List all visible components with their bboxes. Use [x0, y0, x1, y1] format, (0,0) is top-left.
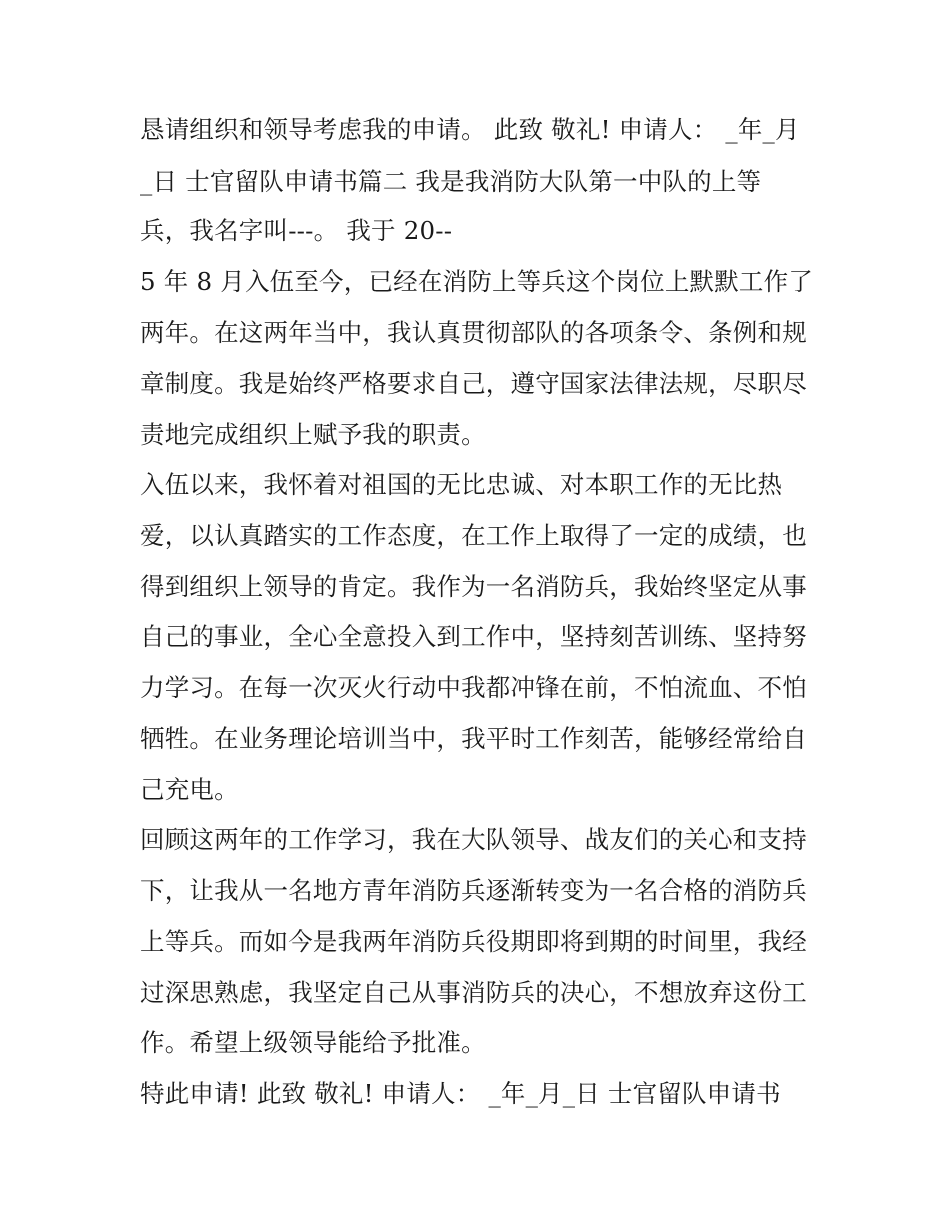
text-line-3: 兵，我名字叫---。 我于 20--: [140, 216, 453, 245]
text-line-1: 恳请组织和领导考虑我的申请。 此致 敬礼! 申请人： _年_月: [140, 115, 800, 144]
text-line-6: 章制度。我是始终严格要求自己，遵守国家法律法规，尽职尽: [140, 369, 807, 398]
text-line-17: 上等兵。而如今是我两年消防兵役期即将到期的时间里，我经: [140, 927, 807, 956]
text-line-8: 入伍以来，我怀着对祖国的无比忠诚、对本职工作的无比热: [140, 470, 783, 499]
text-line-16: 下，让我从一名地方青年消防兵逐渐转变为一名合格的消防兵: [140, 876, 807, 905]
text-line-9: 爱，以认真踏实的工作态度，在工作上取得了一定的成绩，也: [140, 521, 807, 550]
text-line-5: 两年。在这两年当中，我认真贯彻部队的各项条令、条例和规: [140, 318, 807, 347]
text-line-10: 得到组织上领导的肯定。我作为一名消防兵，我始终坚定从事: [140, 572, 807, 601]
text-line-12: 力学习。在每一次灭火行动中我都冲锋在前，不怕流血、不怕: [140, 673, 807, 702]
text-line-13: 牺牲。在业务理论培训当中，我平时工作刻苦，能够经常给自: [140, 724, 807, 753]
text-line-11: 自己的事业，全心全意投入到工作中，坚持刻苦训练、坚持努: [140, 622, 807, 651]
text-line-19: 作。希望上级领导能给予批准。: [140, 1028, 486, 1057]
text-line-15: 回顾这两年的工作学习，我在大队领导、战友们的关心和支持: [140, 825, 807, 854]
text-line-4: 5 年 8 月入伍至今，已经在消防上等兵这个岗位上默默工作了: [140, 267, 814, 296]
text-line-7: 责地完成组织上赋予我的职责。: [140, 420, 486, 449]
text-line-2: _日 士官留队申请书篇二 我是我消防大队第一中队的上等: [140, 167, 762, 196]
text-line-14: 己充电。: [140, 775, 239, 804]
text-line-18: 过深思熟虑，我坚定自己从事消防兵的决心，不想放弃这份工: [140, 978, 807, 1007]
text-line-20: 特此申请! 此致 敬礼! 申请人： _年_月_日 士官留队申请书: [140, 1079, 781, 1108]
